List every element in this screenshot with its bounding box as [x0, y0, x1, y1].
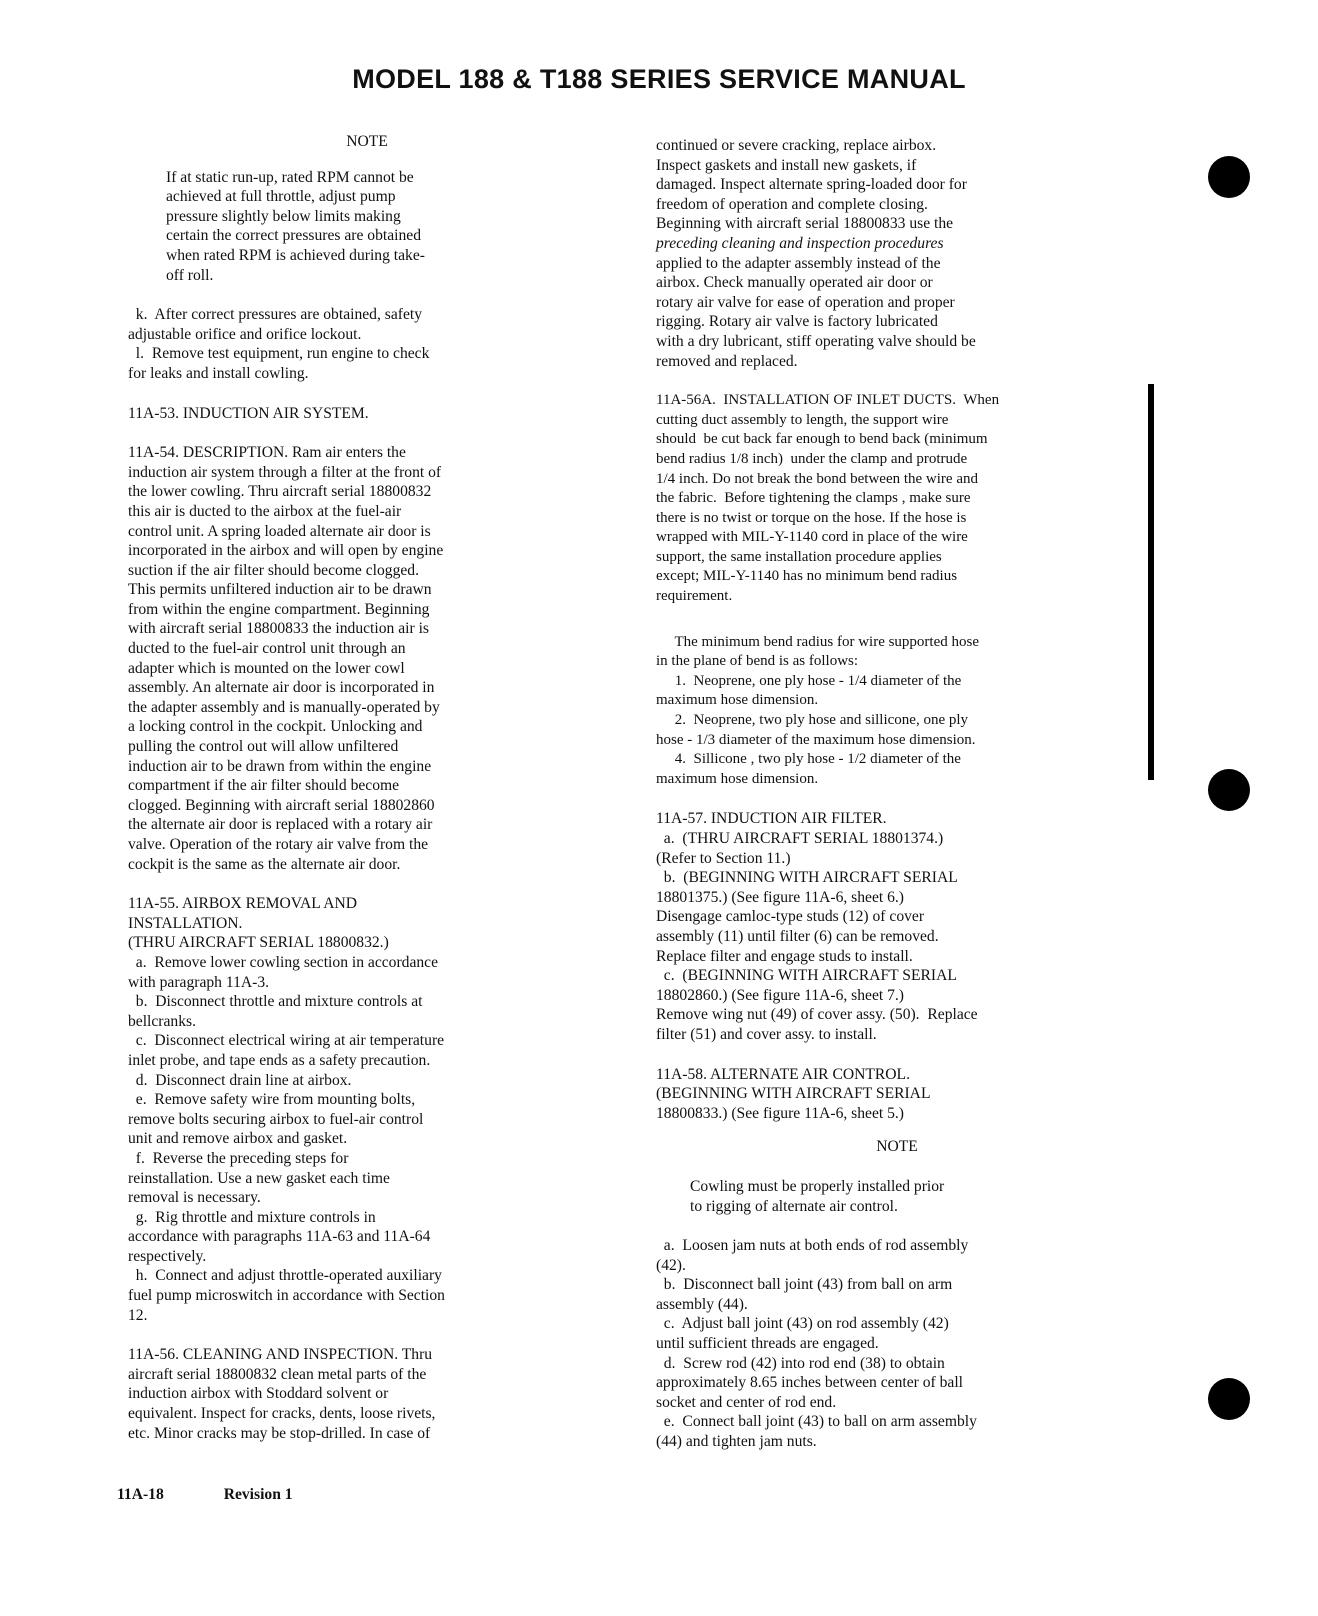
section-11a-56-continued [656, 136, 1138, 371]
text-line: e. Remove safety wire from mounting bolts, [128, 1091, 416, 1109]
text-line: incorporated in the airbox and will open by engine [128, 542, 444, 560]
right-column [656, 136, 1138, 1452]
note-body-2 [656, 1177, 1138, 1216]
text-line: until sufficient threads are engaged. [656, 1335, 879, 1353]
text-line: Remove wing nut (49) of cover assy. (50). Replace [656, 1006, 978, 1024]
text-line: Disengage camloc-type studs (12) of cover [656, 908, 925, 926]
text-line: 12. [128, 1306, 148, 1324]
left-column [128, 132, 606, 1443]
text-line: a. (THRU AIRCRAFT SERIAL 18801374.) [656, 830, 944, 847]
text-line: h. Connect and adjust throttle-operated auxiliary [128, 1267, 442, 1285]
text-line: cockpit is the same as the alternate air door. [128, 855, 401, 873]
text-line: compartment if the air filter should become [128, 777, 400, 795]
text-line: 18801375.) (See figure 11A-6, sheet 6.) [656, 888, 904, 906]
text-line: (BEGINNING WITH AIRCRAFT SERIAL [656, 1085, 931, 1103]
section-11a-54 [128, 443, 606, 874]
text-line: the lower cowling. Thru aircraft serial 18800832 [128, 483, 432, 501]
text-line: Inspect gaskets and install new gaskets, if [656, 156, 917, 174]
text-line: c. (BEGINNING WITH AIRCRAFT SERIAL [656, 967, 957, 985]
text-line: 4. Sillicone , two ply hose - 1/2 diameter of the [656, 751, 961, 768]
bend-radius-list [656, 633, 1138, 790]
note-heading: NOTE [346, 133, 388, 150]
text-line: 2. Neoprene, two ply hose and sillicone, one ply [656, 712, 969, 729]
text-line: freedom of operation and complete closing. [656, 195, 928, 213]
text-line: 11A-56. CLEANING AND INSPECTION. Thru [128, 1346, 433, 1364]
text-line: this air is ducted to the airbox at the fuel-air [128, 502, 402, 520]
text-line: damaged. Inspect alternate spring-loaded door for [656, 176, 967, 194]
text-line: (Refer to Section 11.) [656, 849, 791, 867]
text-line: etc. Minor cracks may be stop-drilled. In case of [128, 1424, 431, 1442]
section-11a-58 [656, 1065, 1138, 1124]
note-heading-2: NOTE [876, 1138, 918, 1156]
page-number: 11A-18 [117, 1486, 164, 1503]
page-title: MODEL 188 & T188 SERIES SERVICE MANUAL [352, 64, 966, 94]
text-line: cutting duct assembly to length, the support wire [656, 411, 949, 428]
text-line: wrapped with MIL-Y-1140 cord in place of the wire [656, 529, 968, 546]
section-11a-56 [128, 1345, 606, 1443]
section-11a-58-steps [656, 1236, 1138, 1452]
text-line: bend radius 1/8 inch) under the clamp and protrude [656, 450, 968, 467]
punch-hole-top [1208, 156, 1250, 198]
text-line: a. Loosen jam nuts at both ends of rod assembly [656, 1237, 969, 1255]
text-line: induction airbox with Stoddard solvent or [128, 1385, 389, 1403]
section-11a-56a [656, 391, 1138, 607]
steps-k-l [128, 305, 606, 383]
text-line: maximum hose dimension. [656, 770, 819, 787]
text-line: with paragraph 11A-3. [128, 973, 270, 991]
punch-hole-middle [1208, 769, 1250, 811]
note-line: achieved at full throttle, adjust pump [166, 188, 396, 206]
text-line: a. Remove lower cowling section in accordance [128, 953, 439, 971]
text-line: a locking control in the cockpit. Unlocking and [128, 718, 423, 736]
text-line: rotary air valve for ease of operation and proper [656, 293, 955, 311]
text-line: with a dry lubricant, stiff operating valve should be [656, 332, 976, 350]
text-line: control unit. A spring loaded alternate air door is [128, 522, 431, 540]
text-line: the alternate air door is replaced with a rotary air [128, 816, 433, 834]
text-line: reinstallation. Use a new gasket each time [128, 1169, 390, 1187]
text-line: except; MIL-Y-1140 has no minimum bend radius [656, 568, 958, 585]
section-heading-11a-53: 11A-53. INDUCTION AIR SYSTEM. [128, 404, 369, 422]
text-line: induction air system through a filter at the front of [128, 463, 442, 481]
text-line: accordance with paragraphs 11A-63 and 11A-64 [128, 1228, 431, 1246]
text-line: f. Reverse the preceding steps for [128, 1149, 349, 1167]
revision-label: Revision 1 [223, 1486, 293, 1503]
text-line: This permits unfiltered induction air to be drawn [128, 581, 432, 599]
text-line: 18802860.) (See figure 11A-6, sheet 7.) [656, 986, 904, 1004]
punch-hole-bottom [1208, 1378, 1250, 1420]
text-line: airbox. Check manually operated air door or [656, 274, 933, 292]
text-line: e. Connect ball joint (43) to ball on arm assembly [656, 1413, 977, 1431]
text-line: 11A-56A. INSTALLATION OF INLET DUCTS. When [656, 392, 1000, 409]
text-line: c. Adjust ball joint (43) on rod assembly (42) [656, 1315, 949, 1333]
text-line: equivalent. Inspect for cracks, dents, loose rivets, [128, 1405, 436, 1423]
text-line: there is no twist or torque on the hose. If the hose is [656, 509, 967, 526]
text-line: remove bolts securing airbox to fuel-air control [128, 1110, 424, 1128]
text-line: unit and remove airbox and gasket. [128, 1130, 348, 1148]
text-line: preceding cleaning and inspection procedures [656, 234, 944, 252]
text-line: suction if the air filter should become clogged. [128, 561, 419, 579]
note-line: when rated RPM is achieved during take- [166, 246, 425, 264]
text-line: 1/4 inch. Do not break the bond between the wire and [656, 470, 978, 487]
text-line: rigging. Rotary air valve is factory lubricated [656, 313, 938, 331]
text-line: assembly (44). [656, 1295, 748, 1313]
text-line: 11A-55. AIRBOX REMOVAL AND [128, 895, 358, 913]
text-line: socket and center of rod end. [656, 1393, 837, 1411]
text-line: c. Disconnect electrical wiring at air temperature [128, 1032, 445, 1050]
text-line: l. Remove test equipment, run engine to check [128, 345, 430, 363]
text-line: ducted to the fuel-air control unit through an [128, 640, 406, 658]
text-line: respectively. [128, 1247, 207, 1265]
text-line: the fabric. Before tightening the clamps , make sure [656, 490, 971, 507]
text-line: The minimum bend radius for wire supported hose [656, 633, 979, 650]
text-line: INSTALLATION. [128, 914, 243, 932]
note-body [128, 168, 606, 286]
text-line: k. After correct pressures are obtained, safety [128, 306, 422, 324]
text-line: aircraft serial 18800832 clean metal parts of the [128, 1365, 427, 1383]
text-line: b. Disconnect ball joint (43) from ball on arm [656, 1276, 953, 1294]
note-line: to rigging of alternate air control. [690, 1197, 898, 1215]
text-line: removal is necessary. [128, 1189, 261, 1207]
text-line: assembly. An alternate air door is incorporated in [128, 679, 435, 697]
text-line: b. (BEGINNING WITH AIRCRAFT SERIAL [656, 869, 958, 887]
text-line: in the plane of bend is as follows: [656, 653, 859, 670]
note-line: certain the correct pressures are obtained [166, 227, 421, 245]
text-line: should be cut back far enough to bend back (minimum [656, 431, 988, 448]
text-line: g. Rig throttle and mixture controls in [128, 1208, 376, 1226]
text-line: 1. Neoprene, one ply hose - 1/4 diameter of the [656, 672, 962, 689]
note-line: If at static run-up, rated RPM cannot be [166, 168, 414, 186]
text-line: support, the same installation procedure applies [656, 548, 942, 565]
text-line: (42). [656, 1256, 686, 1274]
text-line: adjustable orifice and orifice lockout. [128, 325, 362, 343]
text-line: requirement. [656, 588, 733, 605]
text-line: continued or severe cracking, replace airbox. [656, 137, 937, 154]
note-line: Cowling must be properly installed prior [690, 1177, 945, 1195]
text-line: approximately 8.65 inches between center of ball [656, 1374, 963, 1392]
text-line: with aircraft serial 18800833 the induction air is [128, 620, 429, 638]
text-line: filter (51) and cover assy. to install. [656, 1025, 877, 1043]
text-line: bellcranks. [128, 1012, 196, 1030]
revision-change-bar [1148, 384, 1154, 780]
text-line: induction air to be drawn from within the engine [128, 757, 432, 775]
text-line: for leaks and install cowling. [128, 364, 309, 382]
text-line: hose - 1/3 diameter of the maximum hose dimension. [656, 731, 976, 748]
section-11a-57 [656, 809, 1138, 1044]
text-line: fuel pump microswitch in accordance with Section [128, 1287, 445, 1305]
text-line: inlet probe, and tape ends as a safety precaution. [128, 1051, 431, 1069]
text-line: (44) and tighten jam nuts. [656, 1433, 817, 1451]
note-line: off roll. [166, 266, 214, 284]
text-line: maximum hose dimension. [656, 692, 819, 709]
note-line: pressure slightly below limits making [166, 207, 401, 225]
text-line: (THRU AIRCRAFT SERIAL 18800832.) [128, 934, 389, 952]
text-line: from within the engine compartment. Beginning [128, 600, 430, 618]
text-line: 18800833.) (See figure 11A-6, sheet 5.) [656, 1104, 904, 1122]
text-line: d. Disconnect drain line at airbox. [128, 1071, 352, 1089]
text-line: applied to the adapter assembly instead of the [656, 254, 941, 272]
text-line: clogged. Beginning with aircraft serial 18802860 [128, 796, 435, 814]
text-line: Beginning with aircraft serial 18800833 use the [656, 215, 954, 233]
text-line: assembly (11) until filter (6) can be removed. [656, 927, 939, 945]
text-line: removed and replaced. [656, 352, 798, 370]
text-line: the adapter assembly and is manually-operated by [128, 698, 440, 716]
text-line: valve. Operation of the rotary air valve from the [128, 836, 429, 853]
text-line: 11A-57. INDUCTION AIR FILTER. [656, 810, 887, 828]
text-line: 11A-58. ALTERNATE AIR CONTROL. [656, 1065, 910, 1083]
text-line: 11A-54. DESCRIPTION. Ram air enters the [128, 444, 406, 462]
text-line: pulling the control out will allow unfiltered [128, 738, 399, 756]
text-line: adapter which is mounted on the lower cowl [128, 659, 405, 677]
text-line: d. Screw rod (42) into rod end (38) to obtain [656, 1354, 945, 1372]
text-line: Replace filter and engage studs to install. [656, 947, 913, 965]
section-11a-55 [128, 894, 606, 1325]
page-footer [117, 1486, 293, 1504]
text-line: b. Disconnect throttle and mixture controls at [128, 993, 423, 1011]
